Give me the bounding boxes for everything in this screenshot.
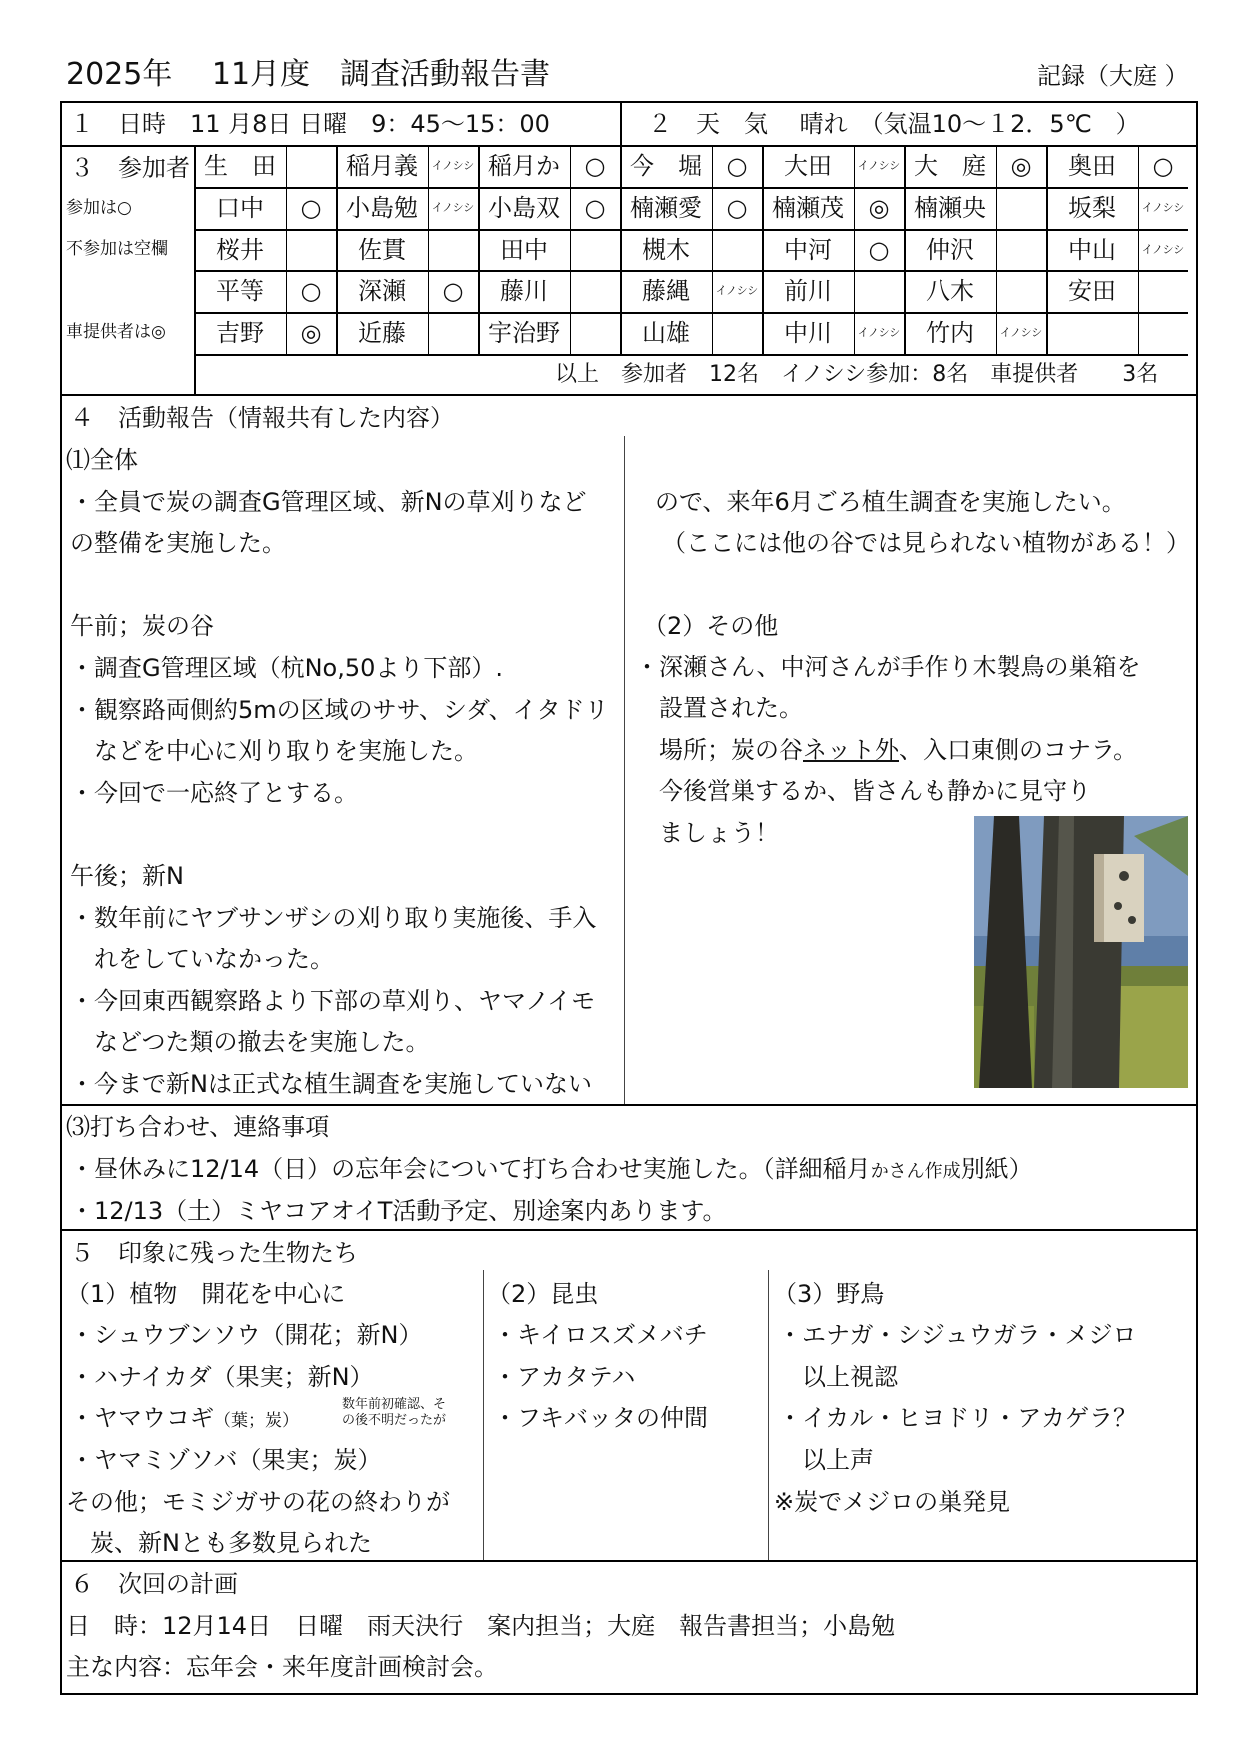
participant-name: 稲月義	[346, 152, 418, 180]
plant-item: ・ヤマミゾソバ（果実；炭）	[70, 1446, 382, 1474]
frame-right	[1196, 101, 1198, 1695]
participant-name: 坂梨	[1068, 193, 1116, 222]
creatures-heading: ５ 印象に残った生物たち	[70, 1239, 358, 1267]
activity-left-line: 午前；炭の谷	[70, 612, 214, 641]
other-place-label: 場所；炭の谷	[635, 736, 803, 764]
plant-item: その他；モミジガサの花の終わりが	[66, 1488, 450, 1516]
insect-item: ・アカタテハ	[493, 1363, 636, 1391]
participant-mark: ○	[726, 152, 748, 180]
participant-name: 稲月か	[488, 152, 560, 180]
activity-right-line: ので、来年6月ごろ植生調査を実施したい。	[655, 488, 1126, 516]
plants-heading: （1）植物 開花を中心に	[66, 1280, 346, 1308]
participant-mark: ○	[584, 152, 606, 180]
participant-mark	[428, 230, 478, 272]
participant-name: 楠瀬愛	[630, 193, 702, 222]
next-line: 主な内容：忘年会・来年度計画検討会。	[66, 1653, 498, 1681]
bird-item: ・エナガ・シジュウガラ・メジロ	[778, 1321, 1137, 1349]
participant-mark: ◎	[300, 319, 322, 348]
participants-note-car: 車提供者は◎	[66, 322, 166, 342]
other-line: ・深瀬さん、中河さんが手作り木製鳥の巣箱を	[635, 653, 1141, 681]
participant-name: 桜井	[216, 235, 264, 264]
participant-name: 大 庭	[914, 152, 986, 180]
participant-name: 深瀬	[358, 277, 406, 306]
participant-mark: ○	[726, 193, 748, 222]
participant-name: 吉野	[216, 319, 264, 348]
plant-footnote: の後不明だったが	[342, 1413, 447, 1428]
other-place-underlined: ネット外	[803, 736, 899, 764]
participants-note-absent: 不参加は空欄	[66, 239, 168, 259]
participant-mark	[996, 230, 1046, 272]
participant-mark: ○	[584, 193, 606, 222]
divider	[768, 1270, 769, 1560]
participant-name: 前川	[784, 277, 832, 306]
participant-mark: ◎	[1010, 152, 1032, 180]
other-line: 今後営巣するか、皆さんも静かに見守り	[635, 777, 1091, 805]
participant-mark	[712, 230, 762, 272]
report-title: 2025年 11月度 調査活動報告書	[66, 57, 551, 92]
participant-name: 楠瀬茂	[772, 193, 844, 222]
activity-left-line: れをしていなかった。	[70, 945, 334, 974]
frame-bottom	[60, 1693, 1198, 1695]
participant-name	[1046, 313, 1138, 355]
participant-name: 藤川	[500, 277, 548, 306]
participant-mark	[428, 313, 478, 355]
meeting-line	[70, 1157, 1033, 1181]
activity-left-line: ・調査G管理区域（杭No,50より下部）.	[70, 654, 504, 682]
activity-right-line: （ここには他の谷では見られない植物がある！）	[662, 529, 1190, 557]
plant-name: ・ヤマウコギ	[70, 1404, 214, 1432]
participant-name: 仲沢	[926, 235, 974, 264]
next-line: 日 時：12月14日 日曜 雨天決行 案内担当；大庭 報告書担当；小島勉	[66, 1612, 896, 1640]
participant-name: 生 田	[204, 152, 276, 180]
participant-name: 山雄	[642, 319, 690, 348]
activity-left-line: ・今回東西観察路より下部の草刈り、ヤマノイモ	[70, 986, 596, 1015]
birdhouse-photo	[974, 816, 1188, 1088]
activity-left-line: ・数年前にヤブサンザシの刈り取り実施後、手入	[70, 903, 597, 932]
plant-note: （葉；炭）	[214, 1411, 299, 1431]
divider	[60, 1229, 1198, 1231]
participant-mark	[712, 313, 762, 355]
meeting-line: ・12/13（土）ミヤコアオイT活動予定、別途案内あります。	[70, 1197, 727, 1225]
participant-mark: ○	[300, 193, 322, 222]
weather: ２ 天 気 晴れ （気温10〜１2．5℃ ）	[648, 110, 1140, 138]
participant-mark	[1138, 271, 1188, 313]
participant-mark: ○	[868, 235, 890, 264]
participant-mark	[996, 271, 1046, 313]
participant-mark: イノシシ	[1141, 200, 1185, 214]
participants-summary: 以上 参加者 12名 イノシシ参加：8名 車提供者 3名	[555, 362, 1159, 387]
plant-item: ・シュウブンソウ（開花；新N）	[70, 1321, 423, 1349]
participant-name: 大田	[784, 152, 832, 180]
bird-item: 以上視認	[778, 1363, 898, 1391]
participant-name: 槻木	[642, 235, 690, 264]
meeting-line-text: ・昼休みに12/14（日）の忘年会について打ち合わせ実施した。（詳細稲月	[70, 1155, 871, 1183]
plant-footnote: 数年前初確認、そ	[342, 1397, 447, 1412]
meeting-heading: ⑶打ち合わせ、連絡事項	[66, 1113, 330, 1141]
meeting-line-end: 別紙）	[960, 1155, 1033, 1183]
plant-item: ・ハナイカダ（果実；新N）	[70, 1363, 374, 1391]
participant-mark	[570, 271, 620, 313]
participants-note-present: 参加は○	[66, 198, 132, 218]
participant-name: 竹内	[926, 319, 974, 348]
recorder: 記録（大庭 ）	[1037, 62, 1189, 90]
participant-name: 中川	[784, 319, 832, 348]
birds-heading: （3）野鳥	[773, 1280, 885, 1308]
participant-name: 小島勉	[346, 193, 418, 222]
participant-name: 藤縄	[642, 277, 690, 306]
activity-left-line: 午後；新N	[70, 862, 184, 890]
other-line: 設置された。	[635, 694, 803, 722]
divider	[60, 1104, 1198, 1106]
plant-item	[70, 1406, 299, 1430]
divider	[60, 1560, 1198, 1562]
bird-item: ・イカル・ヒヨドリ・アカゲラ？	[778, 1404, 1138, 1432]
other-heading: （2）その他	[643, 612, 779, 640]
activity-heading: ４ 活動報告（情報共有した内容）	[70, 404, 454, 432]
participant-name: 今 堀	[630, 152, 702, 180]
divider	[483, 1270, 484, 1560]
participant-mark	[570, 230, 620, 272]
frame-left	[60, 101, 62, 1695]
insect-item: ・キイロスズメバチ	[493, 1321, 708, 1349]
meeting-line-small: かさん作成	[870, 1161, 961, 1182]
participant-name: 佐貫	[358, 235, 406, 264]
frame-top	[60, 101, 1198, 103]
participant-mark	[286, 146, 336, 188]
divider	[620, 101, 622, 146]
participant-mark	[996, 188, 1046, 230]
participant-name: 楠瀬央	[914, 193, 986, 222]
participants-heading: ３ 参加者	[70, 154, 190, 182]
plant-item: 炭、新Nとも多数見られた	[66, 1529, 372, 1557]
participant-name: 小島双	[488, 193, 560, 222]
participant-name: 八木	[926, 277, 974, 306]
participant-mark: イノシシ	[857, 326, 901, 340]
participant-mark: イノシシ	[857, 159, 901, 172]
participant-name: 安田	[1068, 277, 1116, 306]
other-place-rest: 、入口東側のコナラ。	[899, 736, 1138, 764]
participant-name: 中河	[784, 235, 832, 264]
activity-left-line: などつた類の撤去を実施した。	[70, 1028, 430, 1057]
participant-name: 近藤	[358, 319, 406, 348]
participant-mark: イノシシ	[431, 200, 475, 214]
activity-left-line: ⑴全体	[66, 446, 138, 474]
participant-name: 口中	[216, 193, 264, 222]
bird-item: 以上声	[778, 1446, 874, 1474]
participant-name: 田中	[500, 235, 548, 264]
bird-item: ※炭でメジロの巣発見	[774, 1488, 1011, 1516]
participant-mark: イノシシ	[1141, 242, 1185, 256]
activity-left-line: の整備を実施した。	[70, 529, 286, 558]
participant-mark	[286, 230, 336, 272]
participant-name: 宇治野	[488, 319, 560, 348]
other-line	[635, 738, 1137, 762]
participant-name: 奥田	[1068, 152, 1116, 180]
participant-mark: イノシシ	[715, 284, 759, 298]
divider	[624, 436, 625, 1104]
activity-left-line: ・今まで新Nは正式な植生調査を実施していない	[70, 1070, 592, 1098]
participant-name: 中山	[1068, 235, 1116, 264]
divider	[60, 394, 1198, 396]
date-time: １ 日時 11 月8日 日曜 9：45〜15：00	[70, 110, 550, 138]
participant-mark	[1138, 313, 1188, 355]
insect-item: ・フキバッタの仲間	[493, 1404, 709, 1432]
other-line: ましょう！	[635, 819, 779, 847]
next-heading: ６ 次回の計画	[70, 1570, 238, 1598]
participant-mark: イノシシ	[999, 326, 1043, 340]
participant-mark	[570, 313, 620, 355]
participant-mark: ○	[300, 277, 322, 306]
participant-name: 平等	[216, 277, 264, 306]
activity-left-line: ・観察路両側約5mの区域のササ、シダ、イタドリ	[70, 695, 609, 724]
participant-mark: ◎	[868, 193, 890, 222]
participant-mark: ○	[442, 277, 464, 306]
insects-heading: （2）昆虫	[487, 1280, 599, 1308]
participant-mark: イノシシ	[431, 159, 475, 172]
activity-left-line: などを中心に刈り取りを実施した。	[70, 737, 478, 766]
activity-left-line: ・今回で一応終了とする。	[70, 778, 358, 807]
activity-left-line: ・全員で炭の調査G管理区域、新Nの草刈りなど	[70, 487, 587, 516]
participant-mark: ○	[1152, 152, 1174, 180]
participant-mark	[854, 271, 904, 313]
